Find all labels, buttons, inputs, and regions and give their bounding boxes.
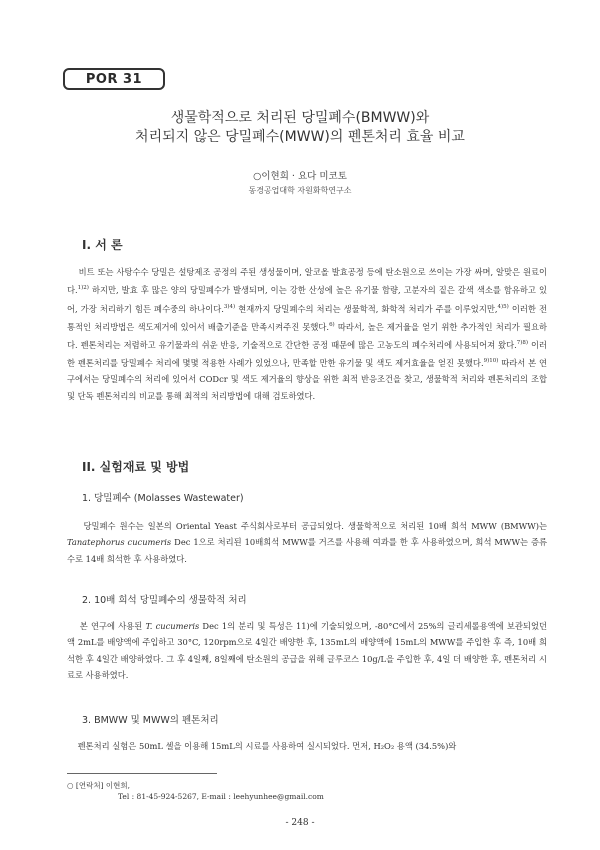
intro-text-4: 이러한 전통적인 처리방법은 색도제거에 있어서 배출기준을 만족시켜주진 못했다. xyxy=(67,303,548,332)
citation: 4)5) xyxy=(497,303,509,310)
subsection-1-paragraph xyxy=(67,518,547,567)
sub1-text-b: Dec 1으로 처리된 10배희석 MWW를 거즈를 사용해 여과를 한 후 사용하였으며, 희석 MWW는 증류수로 14배 희석한 후 사용하였다. xyxy=(67,537,547,564)
subsection-heading-2: 2. 10배 희석 당밀폐수의 생물학적 처리 xyxy=(82,595,247,606)
page-number: - 248 - xyxy=(285,818,315,828)
intro-text-2: 하지만, 발효 후 많은 양의 당밀폐수가 발생되며, 이는 강한 산성에 높은 유기물 함량, 고분자의 짙은 갈색 색소를 함유하고 있어, 가장 처리하기 힘든 폐수중의 하나이다. xyxy=(67,285,547,314)
intro-text-6: 이러한 펜톤처리를 당밀폐수 처리에 몇몇 적용한 사례가 있었으나, 만족할 만한 유기물 및 색도 제거효율을 얻진 못했다. xyxy=(67,339,547,368)
citation: 3)4) xyxy=(223,303,236,310)
subsection-heading-1: 1. 당밀폐수 (Molasses Wastewater) xyxy=(82,493,244,504)
citation: 1)2) xyxy=(77,285,89,292)
footnote-tel-email: Tel : 81-45-924-5267, E-mail : leehyunhee@gmail.com xyxy=(118,792,324,801)
species-name: T. cucumeris xyxy=(145,621,200,631)
citation: 7)8) xyxy=(516,339,529,346)
introduction-paragraph xyxy=(67,264,547,404)
intro-text-3: 현재까지 당밀폐수의 처리는 생물학적, 화학적 처리가 주를 이루었지만, xyxy=(235,303,498,314)
footnote-divider xyxy=(67,773,217,774)
subsection-2-paragraph xyxy=(67,618,547,684)
citation: 9)10) xyxy=(483,358,499,365)
session-badge: POR 31 xyxy=(63,68,165,90)
intro-text-1: 비트 또는 사탕수수 당밀은 설탕제조 공정의 주된 생성물이며, 알코올 발효공정 등에 탄소원으로 쓰이는 가장 싸며, 알맞은 원료이다. xyxy=(67,267,547,296)
affiliation: 동경공업대학 자원화학연구소 xyxy=(248,186,352,195)
intro-text-7: 따라서 본 연구에서는 당밀폐수의 처리에 있어서 CODcr 및 색도 제거율의 향상을 위한 최적 반응조건을 찾고, 생물학적 처리와 펜톤처리의 조합 및 단독 펜톤처리의 비교를 통해 최적의 처리방법에 대해 검토하였다. xyxy=(67,357,547,401)
citation: 6) xyxy=(329,321,335,328)
intro-text-5: 따라서, 높은 제거율을 얻기 위한 추가적인 처리가 필요하다. 펜톤처리는 저렴하고 유기물과의 쉬운 반응, 기술적으로 간단한 공정 때문에 많은 고농도의 폐수처리에 사용되어져 왔다. xyxy=(67,321,547,350)
section-heading-introduction: I. 서 론 xyxy=(82,238,123,252)
sub3-text: 펜톤처리 실험은 50mL 셀을 이용해 15mL의 시료를 사용하여 실시되었다. 먼저, H₂O₂ 용액 (34.5%)와 xyxy=(77,741,457,751)
sub2-text-b: Dec 1의 분리 및 특성은 11)에 기술되었으며, -80°C에서 25%의 글리세롤용액에 보관되었던 액 2mL를 배양액에 주입하고 30°C, 120rpm으로 4일간 배양한 후, 135mL의 배양액에 15mL의 MWW를 주입한 후 즉, 10배 희석한 후 4일간 배양하였다. 그 후 4일째, 8일째에 탄소원의 공급을 위해 글루코스 10g/L을 주입한 후, 4일 더 배양한 후, 펜톤처리 시료로 사용하였다. xyxy=(67,621,547,681)
footnote-contact: ○ [연락처] 이현희, xyxy=(67,781,131,790)
sub1-text-a: 당밀폐수 원수는 일본의 Oriental Yeast 주식회사로부터 공급되었다. 생물학적으로 처리된 10배 희석 MWW (BMWW)는 xyxy=(83,521,547,531)
sub2-text-a: 본 연구에 사용된 xyxy=(79,621,146,631)
paper-title-line1: 생물학적으로 처리된 당밀폐수(BMWW)와 xyxy=(170,110,430,126)
species-name: Tanatephorus cucumeris xyxy=(67,537,172,548)
paper-title-line2: 처리되지 않은 당밀폐수(MWW)의 펜톤처리 효율 비교 xyxy=(135,129,465,145)
subsection-3-paragraph xyxy=(67,738,547,754)
section-heading-methods: II. 실험재료 및 방법 xyxy=(82,460,190,474)
author-list: ○이현희 · 요다 미코토 xyxy=(253,171,347,182)
subsection-heading-3: 3. BMWW 및 MWW의 펜톤처리 xyxy=(82,715,219,726)
